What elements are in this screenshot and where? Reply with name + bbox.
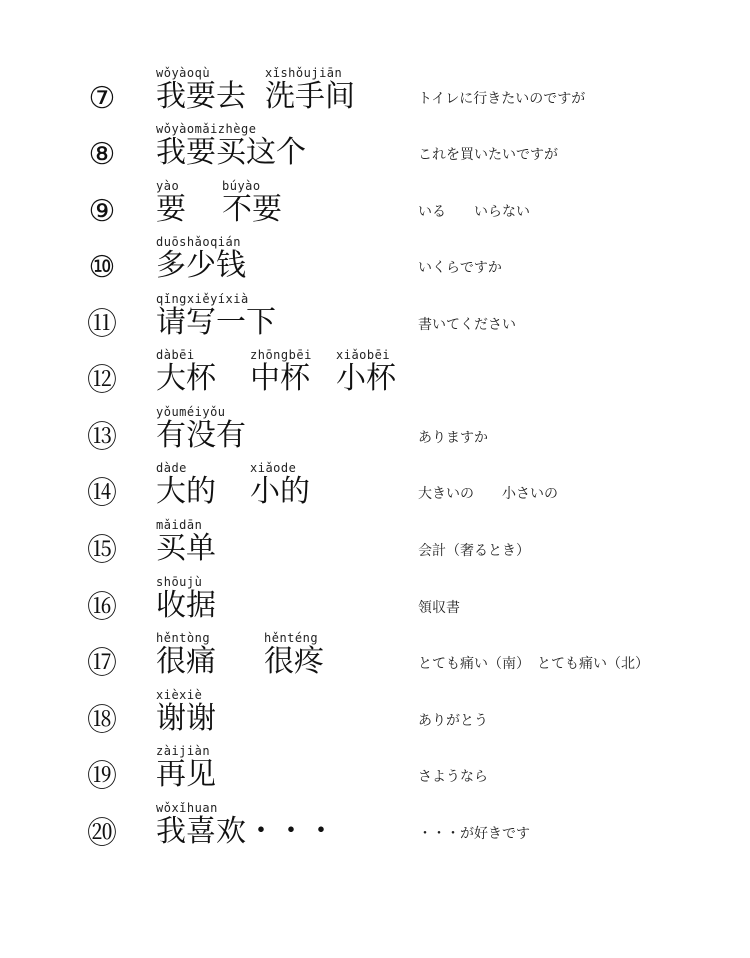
item-number: ⑦	[88, 81, 116, 116]
japanese-translation: トイレに行きたいのですが	[418, 91, 586, 107]
japanese-translation: いくらですか	[418, 260, 502, 276]
phrase-row	[0, 575, 750, 632]
pinyin-reading: hěntòng	[156, 631, 211, 645]
phrase-row	[0, 744, 750, 801]
chinese-phrase: 不要	[222, 192, 282, 227]
japanese-translation: 会計（奢るとき）	[418, 543, 530, 559]
pinyin-reading: yǒuméiyǒu	[156, 405, 226, 419]
chinese-phrase: 小杯	[336, 361, 396, 396]
pinyin-reading: mǎidān	[156, 518, 203, 532]
item-number: ⑰	[87, 646, 117, 681]
japanese-translation: ありがとう	[418, 713, 488, 729]
pinyin-reading: xiǎobēi	[336, 348, 391, 362]
pinyin-reading: hěnténg	[264, 631, 319, 645]
chinese-phrase: 请写一下	[156, 305, 276, 340]
item-number: ⑪	[87, 307, 117, 342]
phrase-row	[0, 292, 750, 349]
chinese-phrase: 我要买这个	[156, 135, 306, 170]
phrase-row	[0, 122, 750, 179]
japanese-translation: 大きいの 小さいの	[418, 486, 558, 502]
pinyin-reading: xiǎode	[250, 461, 297, 475]
chinese-phrase: 洗手间	[265, 79, 355, 114]
pinyin-reading: xǐshǒujiān	[265, 66, 343, 80]
chinese-phrase: 很痛	[156, 644, 216, 679]
phrase-row	[0, 405, 750, 462]
chinese-phrase: 收据	[156, 588, 216, 623]
item-number: ⑲	[87, 759, 117, 794]
item-number: ⑨	[88, 194, 116, 229]
japanese-translation: これを買いたいですが	[418, 147, 558, 163]
item-number: ⑮	[87, 533, 117, 568]
pinyin-reading: wǒyàomǎizhège	[156, 122, 257, 136]
phrase-row	[0, 235, 750, 292]
pinyin-reading: zhōngbēi	[250, 348, 312, 362]
item-number: ⑭	[87, 476, 117, 511]
item-number: ⑩	[88, 250, 116, 285]
japanese-translation: ・・・が好きです	[418, 826, 530, 842]
item-number: ⑧	[88, 137, 116, 172]
item-number: ⑬	[87, 420, 117, 455]
pinyin-reading: shōujù	[156, 575, 203, 589]
pinyin-reading: búyào	[222, 179, 261, 193]
chinese-phrase: 大杯	[156, 361, 216, 396]
chinese-phrase: 有没有	[156, 418, 246, 453]
chinese-phrase: 中杯	[250, 361, 310, 396]
chinese-phrase: 多少钱	[156, 248, 246, 283]
chinese-phrase: 买单	[156, 531, 216, 566]
japanese-translation: いる いらない	[418, 204, 530, 220]
chinese-phrase: 大的	[156, 474, 216, 509]
japanese-translation: 領収書	[418, 600, 460, 616]
phrase-row	[0, 66, 750, 123]
phrase-row	[0, 461, 750, 518]
chinese-phrase: 再见	[156, 757, 216, 792]
phrase-row	[0, 179, 750, 236]
pinyin-reading: wǒyàoqù	[156, 66, 211, 80]
phrase-row	[0, 518, 750, 575]
item-number: ⑯	[87, 590, 117, 625]
chinese-phrase: 我喜欢・・・	[156, 814, 336, 849]
item-number: ⑱	[87, 703, 117, 738]
pinyin-reading: dàbēi	[156, 348, 195, 362]
pinyin-reading: qǐngxiěyíxià	[156, 292, 249, 306]
pinyin-reading: zàijiàn	[156, 744, 211, 758]
chinese-phrase: 我要去	[156, 79, 246, 114]
phrase-row	[0, 801, 750, 858]
pinyin-reading: duōshǎoqián	[156, 235, 241, 249]
phrase-row	[0, 348, 750, 405]
pinyin-reading: dàde	[156, 461, 187, 475]
pinyin-reading: yào	[156, 179, 180, 193]
chinese-phrase: 谢谢	[156, 701, 216, 736]
chinese-phrase: 很疼	[264, 644, 324, 679]
japanese-translation: ありますか	[418, 430, 488, 446]
item-number: ⑳	[87, 816, 117, 851]
pinyin-reading: wǒxǐhuan	[156, 801, 218, 815]
japanese-translation: 書いてください	[418, 317, 516, 333]
phrase-row	[0, 688, 750, 745]
japanese-translation: とても痛い（南） とても痛い（北）	[418, 656, 649, 672]
chinese-phrase: 小的	[250, 474, 310, 509]
pinyin-reading: xièxiè	[156, 688, 203, 702]
japanese-translation: さようなら	[418, 769, 488, 785]
chinese-phrase: 要	[156, 192, 186, 227]
item-number: ⑫	[87, 363, 117, 398]
phrase-row	[0, 631, 750, 688]
